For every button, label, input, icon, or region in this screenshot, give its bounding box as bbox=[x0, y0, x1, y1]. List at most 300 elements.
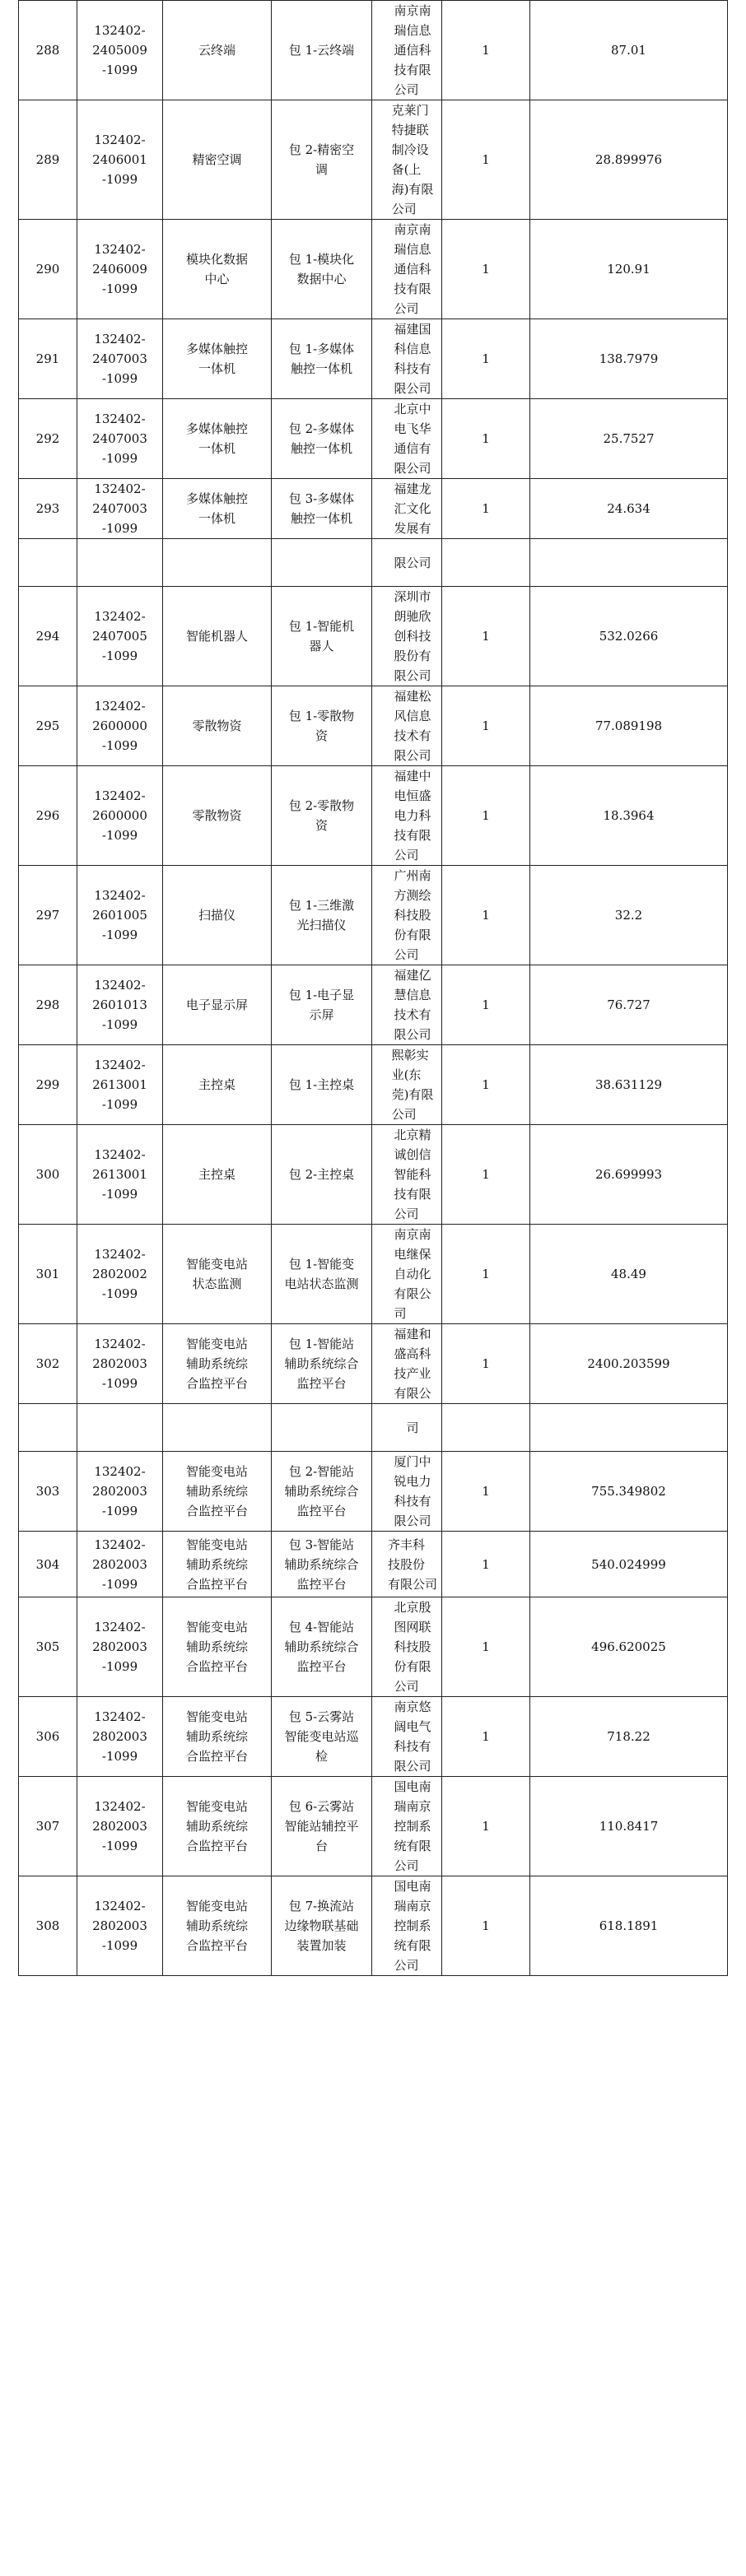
cell-qty bbox=[442, 1324, 530, 1404]
cell-qty bbox=[442, 1452, 530, 1532]
cell-supplier bbox=[372, 1777, 442, 1876]
cell-idx bbox=[19, 1452, 77, 1532]
cell-name bbox=[163, 539, 272, 587]
cell-name bbox=[163, 1404, 272, 1452]
cell-qty bbox=[442, 1777, 530, 1876]
table-row bbox=[19, 686, 728, 766]
cell-qty bbox=[442, 766, 530, 866]
supplier-text: 南京南 电继保 自动化 有限公 司 bbox=[394, 1227, 431, 1321]
name-text: 多媒体触控 一体机 bbox=[185, 342, 248, 376]
cell-amount bbox=[530, 1324, 728, 1404]
supplier-text: 北京精 诚创信 智能科 技有限 公司 bbox=[394, 1128, 431, 1221]
pkg-text: 包 1-主控桌 bbox=[288, 1077, 355, 1092]
qty-text: 1 bbox=[482, 351, 490, 366]
pkg-text: 包 1-模块化 数据中心 bbox=[288, 252, 355, 286]
name-text: 智能变电站 辅助系统综 合监控平台 bbox=[185, 1337, 248, 1391]
table-row bbox=[19, 1532, 728, 1597]
cell-idx bbox=[19, 1697, 77, 1777]
cell-supplier bbox=[372, 319, 442, 399]
code-text: 132402- 2613001 -1099 bbox=[92, 1058, 147, 1112]
pkg-text: 包 1-云终端 bbox=[288, 43, 355, 58]
cell-code bbox=[77, 1876, 163, 1976]
qty-text: 1 bbox=[482, 808, 490, 823]
code-text: 132402- 2802003 -1099 bbox=[92, 1537, 147, 1592]
pkg-text: 包 2-多媒体 触控一体机 bbox=[288, 421, 355, 456]
cell-idx bbox=[19, 1404, 77, 1452]
idx-text: 299 bbox=[35, 1077, 60, 1092]
qty-text: 1 bbox=[482, 1556, 490, 1572]
cell-name bbox=[163, 1225, 272, 1324]
cell-amount bbox=[530, 587, 728, 686]
code-text: 132402- 2802003 -1099 bbox=[92, 1620, 147, 1674]
pkg-text: 包 1-电子显 示屏 bbox=[288, 988, 355, 1022]
code-text: 132402- 2407003 -1099 bbox=[92, 481, 147, 536]
cell-amount bbox=[530, 766, 728, 866]
cell-supplier bbox=[372, 1404, 442, 1452]
cell-name bbox=[163, 1597, 272, 1697]
cell-amount bbox=[530, 220, 728, 319]
cell-qty bbox=[442, 1125, 530, 1225]
cell-name bbox=[163, 686, 272, 766]
cell-idx bbox=[19, 1045, 77, 1125]
code-text: 132402- 2407005 -1099 bbox=[92, 609, 147, 663]
amount-text: 48.49 bbox=[611, 1267, 646, 1281]
cell-qty bbox=[442, 686, 530, 766]
cell-supplier bbox=[372, 1045, 442, 1125]
name-text: 智能变电站 辅助系统综 合监控平台 bbox=[185, 1899, 248, 1953]
cell-code bbox=[77, 866, 163, 965]
cell-name bbox=[163, 1125, 272, 1225]
supplier-text: 福建和 盛高科 技产业 有限公 bbox=[394, 1327, 431, 1401]
idx-text: 300 bbox=[35, 1167, 60, 1182]
cell-pkg bbox=[272, 1597, 372, 1697]
cell-name bbox=[163, 1777, 272, 1876]
idx-text: 298 bbox=[35, 997, 60, 1012]
cell-pkg bbox=[272, 1777, 372, 1876]
cell-supplier bbox=[372, 1876, 442, 1976]
table-row bbox=[19, 319, 728, 399]
code-text: 132402- 2407003 -1099 bbox=[92, 412, 147, 466]
cell-name bbox=[163, 319, 272, 399]
code-text: 132402- 2802003 -1099 bbox=[92, 1799, 147, 1853]
idx-text: 288 bbox=[35, 43, 60, 58]
cell-supplier bbox=[372, 866, 442, 965]
name-text: 电子显示屏 bbox=[185, 997, 248, 1012]
code-text: 132402- 2802003 -1099 bbox=[92, 1709, 147, 1764]
code-text: 132402- 2802003 -1099 bbox=[92, 1337, 147, 1391]
supplier-text: 克莱门 特捷联 制冷设 备(上 海)有限 公司 bbox=[391, 103, 434, 216]
name-text: 多媒体触控 一体机 bbox=[185, 421, 248, 456]
cell-amount bbox=[530, 1404, 728, 1452]
name-text: 主控桌 bbox=[198, 1077, 235, 1092]
table-row bbox=[19, 1597, 728, 1697]
supplier-text: 南京南 瑞信息 通信科 技有限 公司 bbox=[394, 3, 431, 97]
code-text: 132402- 2406001 -1099 bbox=[92, 133, 147, 187]
supplier-text: 南京南 瑞信息 通信科 技有限 公司 bbox=[394, 222, 431, 316]
cell-pkg bbox=[272, 539, 372, 587]
idx-text: 306 bbox=[35, 1729, 60, 1744]
supplier-text: 限公司 bbox=[394, 555, 431, 570]
cell-pkg bbox=[272, 866, 372, 965]
cell-pkg bbox=[272, 319, 372, 399]
cell-amount bbox=[530, 100, 728, 220]
amount-text: 25.7527 bbox=[603, 431, 655, 446]
cell-amount bbox=[530, 866, 728, 965]
pkg-text: 包 2-主控桌 bbox=[288, 1167, 355, 1182]
code-text: 132402- 2406009 -1099 bbox=[92, 242, 147, 296]
cell-pkg bbox=[272, 479, 372, 539]
cell-name bbox=[163, 1324, 272, 1404]
cell-qty bbox=[442, 1045, 530, 1125]
cell-amount bbox=[530, 1452, 728, 1532]
cell-idx bbox=[19, 1324, 77, 1404]
code-text: 132402- 2600000 -1099 bbox=[92, 788, 147, 843]
code-text: 132402- 2600000 -1099 bbox=[92, 699, 147, 753]
amount-text: 38.631129 bbox=[594, 1077, 663, 1092]
cell-amount bbox=[530, 1125, 728, 1225]
idx-text: 295 bbox=[35, 718, 60, 733]
name-text: 云终端 bbox=[198, 43, 235, 58]
cell-idx bbox=[19, 866, 77, 965]
table-row bbox=[19, 1404, 728, 1452]
idx-text: 307 bbox=[35, 1819, 60, 1834]
code-text: 132402- 2802003 -1099 bbox=[92, 1464, 147, 1518]
cell-code bbox=[77, 1597, 163, 1697]
supplier-text: 福建松 风信息 技术有 限公司 bbox=[394, 689, 431, 763]
cell-name bbox=[163, 220, 272, 319]
idx-text: 294 bbox=[35, 629, 60, 644]
idx-text: 301 bbox=[35, 1267, 60, 1281]
cell-qty bbox=[442, 1225, 530, 1324]
qty-text: 1 bbox=[482, 501, 490, 516]
idx-text: 293 bbox=[35, 501, 60, 516]
table-row bbox=[19, 1777, 728, 1876]
cell-supplier bbox=[372, 1532, 442, 1597]
cell-pkg bbox=[272, 686, 372, 766]
cell-idx bbox=[19, 1125, 77, 1225]
name-text: 智能机器人 bbox=[185, 629, 248, 644]
supplier-text: 福建中 电恒盛 电力科 技有限 公司 bbox=[394, 769, 431, 863]
cell-supplier bbox=[372, 1225, 442, 1324]
code-text: 132402- 2802003 -1099 bbox=[92, 1899, 147, 1953]
cell-name bbox=[163, 100, 272, 220]
table-row bbox=[19, 220, 728, 319]
supplier-text: 厦门中 锐电力 科技有 限公司 bbox=[394, 1454, 431, 1528]
cell-name bbox=[163, 1, 272, 100]
supplier-text: 国电南 瑞南京 控制系 统有限 公司 bbox=[394, 1779, 431, 1873]
idx-text: 289 bbox=[35, 152, 60, 167]
cell-code bbox=[77, 220, 163, 319]
cell-pkg bbox=[272, 766, 372, 866]
pkg-text: 包 6-云雾站 智能站辅控平 台 bbox=[284, 1799, 359, 1853]
name-text: 主控桌 bbox=[198, 1167, 235, 1182]
idx-text: 304 bbox=[35, 1556, 60, 1572]
cell-qty bbox=[442, 1, 530, 100]
amount-text: 24.634 bbox=[607, 501, 650, 516]
qty-text: 1 bbox=[482, 718, 490, 733]
table-row bbox=[19, 587, 728, 686]
cell-qty bbox=[442, 399, 530, 479]
table-row bbox=[19, 1045, 728, 1125]
cell-idx bbox=[19, 1225, 77, 1324]
name-text: 智能变电站 辅助系统综 合监控平台 bbox=[185, 1799, 248, 1853]
supplier-text: 深圳市 朗驰欣 创科技 股份有 限公司 bbox=[394, 589, 431, 683]
cell-pkg bbox=[272, 1125, 372, 1225]
cell-code bbox=[77, 1452, 163, 1532]
cell-code bbox=[77, 1404, 163, 1452]
cell-supplier bbox=[372, 686, 442, 766]
cell-qty bbox=[442, 539, 530, 587]
table-row bbox=[19, 965, 728, 1045]
cell-supplier bbox=[372, 1125, 442, 1225]
qty-text: 1 bbox=[482, 997, 490, 1012]
amount-text: 618.1891 bbox=[599, 1918, 659, 1933]
idx-text: 297 bbox=[35, 908, 60, 923]
supplier-text: 福建龙 汇文化 发展有 bbox=[394, 481, 431, 536]
pkg-text: 包 1-零散物 资 bbox=[288, 709, 355, 743]
qty-text: 1 bbox=[482, 908, 490, 923]
cell-pkg bbox=[272, 399, 372, 479]
cell-amount bbox=[530, 399, 728, 479]
cell-code bbox=[77, 399, 163, 479]
cell-qty bbox=[442, 587, 530, 686]
name-text: 智能变电站 辅助系统综 合监控平台 bbox=[185, 1537, 248, 1592]
cell-code bbox=[77, 1697, 163, 1777]
cell-amount bbox=[530, 1225, 728, 1324]
supplier-text: 南京悠 阔电气 科技有 限公司 bbox=[394, 1700, 431, 1774]
cell-name bbox=[163, 1045, 272, 1125]
pkg-text: 包 2-精密空 调 bbox=[288, 142, 355, 177]
cell-pkg bbox=[272, 1532, 372, 1597]
code-text: 132402- 2405009 -1099 bbox=[92, 23, 147, 77]
supplier-text: 齐丰科 技股份 有限公司 bbox=[387, 1537, 437, 1592]
cell-idx bbox=[19, 399, 77, 479]
idx-text: 305 bbox=[35, 1639, 60, 1654]
cell-supplier bbox=[372, 479, 442, 539]
cell-pkg bbox=[272, 100, 372, 220]
cell-idx bbox=[19, 319, 77, 399]
amount-text: 496.620025 bbox=[591, 1639, 666, 1654]
table-row bbox=[19, 539, 728, 587]
qty-text: 1 bbox=[482, 1639, 490, 1654]
cell-name bbox=[163, 1697, 272, 1777]
table-row bbox=[19, 1876, 728, 1976]
cell-idx bbox=[19, 1532, 77, 1597]
cell-code bbox=[77, 766, 163, 866]
name-text: 零散物资 bbox=[192, 808, 242, 823]
cell-qty bbox=[442, 965, 530, 1045]
cell-amount bbox=[530, 1597, 728, 1697]
table-row bbox=[19, 1697, 728, 1777]
cell-supplier bbox=[372, 1324, 442, 1404]
cell-code bbox=[77, 1225, 163, 1324]
qty-text: 1 bbox=[482, 152, 490, 167]
pkg-text: 包 1-智能机 器人 bbox=[288, 619, 355, 653]
name-text: 零散物资 bbox=[192, 718, 242, 733]
cell-amount bbox=[530, 1876, 728, 1976]
cell-qty bbox=[442, 220, 530, 319]
cell-amount bbox=[530, 1532, 728, 1597]
code-text: 132402- 2802002 -1099 bbox=[92, 1247, 147, 1301]
cell-pkg bbox=[272, 1225, 372, 1324]
pkg-text: 包 7-换流站 边缘物联基础 装置加装 bbox=[284, 1899, 359, 1953]
cell-amount bbox=[530, 1697, 728, 1777]
cell-idx bbox=[19, 1777, 77, 1876]
idx-text: 308 bbox=[35, 1918, 60, 1933]
cell-code bbox=[77, 1, 163, 100]
idx-text: 302 bbox=[35, 1356, 60, 1371]
cell-qty bbox=[442, 319, 530, 399]
cell-supplier bbox=[372, 587, 442, 686]
cell-amount bbox=[530, 1, 728, 100]
cell-amount bbox=[530, 1045, 728, 1125]
amount-text: 718.22 bbox=[607, 1729, 650, 1744]
qty-text: 1 bbox=[482, 1356, 490, 1371]
idx-text: 291 bbox=[35, 351, 60, 366]
code-text: 132402- 2407003 -1099 bbox=[92, 332, 147, 386]
cell-code bbox=[77, 1324, 163, 1404]
table-row bbox=[19, 866, 728, 965]
cell-code bbox=[77, 1045, 163, 1125]
cell-amount bbox=[530, 965, 728, 1045]
cell-qty bbox=[442, 479, 530, 539]
cell-amount bbox=[530, 539, 728, 587]
pkg-text: 包 1-智能变 电站状态监测 bbox=[284, 1257, 359, 1291]
table-row bbox=[19, 1125, 728, 1225]
supplier-text: 北京殷 图网联 科技股 份有限 公司 bbox=[394, 1600, 431, 1694]
cell-qty bbox=[442, 1532, 530, 1597]
cell-idx bbox=[19, 100, 77, 220]
qty-text: 1 bbox=[482, 1729, 490, 1744]
cell-idx bbox=[19, 539, 77, 587]
name-text: 智能变电站 辅助系统综 合监控平台 bbox=[185, 1464, 248, 1518]
amount-text: 77.089198 bbox=[594, 718, 663, 733]
code-text: 132402- 2613001 -1099 bbox=[92, 1147, 147, 1202]
cell-supplier bbox=[372, 539, 442, 587]
name-text: 智能变电站 状态监测 bbox=[185, 1257, 248, 1291]
cell-code bbox=[77, 539, 163, 587]
cell-pkg bbox=[272, 1045, 372, 1125]
cell-name bbox=[163, 1532, 272, 1597]
amount-text: 540.024999 bbox=[591, 1556, 666, 1572]
pkg-text: 包 3-多媒体 触控一体机 bbox=[288, 491, 355, 526]
cell-name bbox=[163, 766, 272, 866]
cell-supplier bbox=[372, 399, 442, 479]
pkg-text: 包 1-三维激 光扫描仪 bbox=[288, 898, 355, 932]
cell-pkg bbox=[272, 1324, 372, 1404]
qty-text: 1 bbox=[482, 43, 490, 58]
cell-code bbox=[77, 965, 163, 1045]
amount-text: 2400.203599 bbox=[587, 1356, 670, 1371]
cell-pkg bbox=[272, 220, 372, 319]
qty-text: 1 bbox=[482, 1819, 490, 1834]
pkg-text: 包 2-智能站 辅助系统综合 监控平台 bbox=[284, 1464, 359, 1518]
cell-idx bbox=[19, 766, 77, 866]
cell-supplier bbox=[372, 220, 442, 319]
cell-qty bbox=[442, 866, 530, 965]
supplier-text: 福建亿 慧信息 技术有 限公司 bbox=[394, 968, 431, 1042]
cell-idx bbox=[19, 686, 77, 766]
cell-idx bbox=[19, 587, 77, 686]
table-row bbox=[19, 100, 728, 220]
table-row bbox=[19, 1452, 728, 1532]
table-row bbox=[19, 1324, 728, 1404]
qty-text: 1 bbox=[482, 1267, 490, 1281]
name-text: 智能变电站 辅助系统综 合监控平台 bbox=[185, 1709, 248, 1764]
amount-text: 755.349802 bbox=[591, 1484, 666, 1499]
name-text: 扫描仪 bbox=[198, 908, 235, 923]
name-text: 模块化数据 中心 bbox=[185, 252, 248, 286]
cell-pkg bbox=[272, 1697, 372, 1777]
supplier-text: 广州南 方测绘 科技股 份有限 公司 bbox=[394, 868, 431, 962]
cell-code bbox=[77, 686, 163, 766]
cell-qty bbox=[442, 1876, 530, 1976]
amount-text: 32.2 bbox=[614, 908, 643, 923]
name-text: 多媒体触控 一体机 bbox=[185, 491, 248, 526]
qty-text: 1 bbox=[482, 629, 490, 644]
pkg-text: 包 1-智能站 辅助系统综合 监控平台 bbox=[284, 1337, 359, 1391]
cell-name bbox=[163, 866, 272, 965]
cell-supplier bbox=[372, 100, 442, 220]
qty-text: 1 bbox=[482, 1484, 490, 1499]
cell-idx bbox=[19, 1, 77, 100]
amount-text: 28.899976 bbox=[594, 152, 663, 167]
cell-code bbox=[77, 100, 163, 220]
qty-text: 1 bbox=[482, 1167, 490, 1182]
pkg-text: 包 3-智能站 辅助系统综合 监控平台 bbox=[284, 1537, 359, 1592]
qty-text: 1 bbox=[482, 1077, 490, 1092]
cell-name bbox=[163, 587, 272, 686]
cell-idx bbox=[19, 479, 77, 539]
idx-text: 296 bbox=[35, 808, 60, 823]
cell-qty bbox=[442, 1697, 530, 1777]
cell-supplier bbox=[372, 1452, 442, 1532]
supplier-text: 北京中 电飞华 通信有 限公司 bbox=[394, 402, 431, 476]
cell-qty bbox=[442, 100, 530, 220]
cell-code bbox=[77, 1125, 163, 1225]
cell-name bbox=[163, 1876, 272, 1976]
name-text: 智能变电站 辅助系统综 合监控平台 bbox=[185, 1620, 248, 1674]
cell-amount bbox=[530, 479, 728, 539]
amount-text: 76.727 bbox=[607, 997, 650, 1012]
name-text: 精密空调 bbox=[192, 152, 242, 167]
cell-supplier bbox=[372, 1697, 442, 1777]
cell-idx bbox=[19, 220, 77, 319]
amount-text: 138.7979 bbox=[599, 351, 659, 366]
idx-text: 292 bbox=[35, 431, 60, 446]
qty-text: 1 bbox=[482, 431, 490, 446]
cell-pkg bbox=[272, 1876, 372, 1976]
table-row bbox=[19, 399, 728, 479]
cell-pkg bbox=[272, 965, 372, 1045]
cell-supplier bbox=[372, 1597, 442, 1697]
amount-text: 110.8417 bbox=[599, 1819, 659, 1834]
supplier-text: 司 bbox=[406, 1420, 419, 1435]
cell-name bbox=[163, 399, 272, 479]
cell-amount bbox=[530, 319, 728, 399]
cell-qty bbox=[442, 1404, 530, 1452]
amount-text: 120.91 bbox=[607, 262, 650, 277]
table-row bbox=[19, 1225, 728, 1324]
pkg-text: 包 1-多媒体 触控一体机 bbox=[288, 342, 355, 376]
idx-text: 290 bbox=[35, 262, 60, 277]
cell-amount bbox=[530, 686, 728, 766]
amount-text: 87.01 bbox=[611, 43, 646, 58]
qty-text: 1 bbox=[482, 1918, 490, 1933]
cell-idx bbox=[19, 1876, 77, 1976]
cell-code bbox=[77, 587, 163, 686]
cell-pkg bbox=[272, 587, 372, 686]
